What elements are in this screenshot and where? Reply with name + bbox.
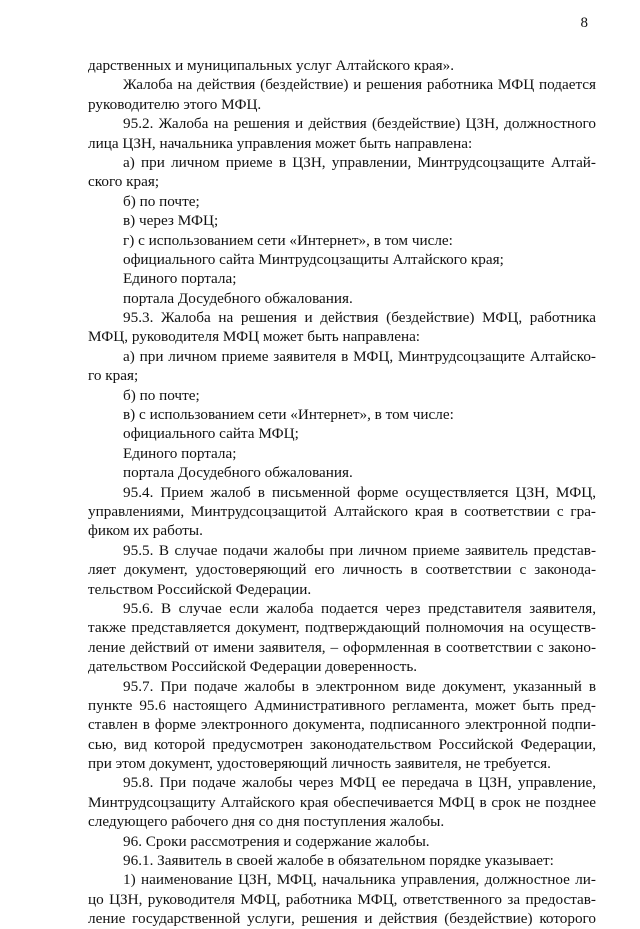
text-line: сью, вид которой предусмотрен законодательством Российской Федерации, xyxy=(88,735,596,753)
text-line: 1) наименование ЦЗН, МФЦ, начальника управления, должностное ли- xyxy=(123,871,596,889)
text-line: 96.1. Заявитель в своей жалобе в обязательном порядке указывает: xyxy=(123,852,554,870)
text-line: также представляется документ, подтверждающий полномочия на осуществ- xyxy=(88,619,596,637)
text-line: б) по почте; xyxy=(123,192,200,210)
text-line: пункте 95.6 настоящего Административного регламента, может быть пред- xyxy=(88,696,596,714)
text-line: Минтрудсоцзащиту Алтайского края обеспечивается МФЦ в срок не позднее xyxy=(88,793,596,811)
text-line: 95.2. Жалоба на решения и действия (бездействие) ЦЗН, должностного xyxy=(123,115,596,133)
text-line: официального сайта Минтрудсоцзащиты Алтайского края; xyxy=(123,250,504,268)
text-line: при этом документ, удостоверяющий личность заявителя, не требуется. xyxy=(88,755,551,773)
text-line: дарственных и муниципальных услуг Алтайского края». xyxy=(88,57,455,74)
text-line: б) по почте; xyxy=(123,386,200,404)
text-line: 95.6. В случае если жалоба подается через представителя заявителя, xyxy=(123,599,596,617)
text-line: 95.4. Прием жалоб в письменной форме осуществляется ЦЗН, МФЦ, xyxy=(123,483,596,501)
text-line: 95.8. При подаче жалобы через МФЦ ее передача в ЦЗН, управление, xyxy=(123,774,596,792)
text-line: 96. Сроки рассмотрения и содержание жалобы. xyxy=(123,832,430,850)
text-line: ление государственной услуги, решения и действия (бездействие) которого xyxy=(88,910,596,928)
text-line: портала Досудебного обжалования. xyxy=(123,464,353,482)
text-line: фиком их работы. xyxy=(88,522,203,540)
text-line: официального сайта МФЦ; xyxy=(123,425,299,443)
text-line: го края; xyxy=(88,367,139,385)
text-line: дательством Российской Федерации доверенность. xyxy=(88,658,418,676)
text-line: цо ЦЗН, руководителя МФЦ, работника МФЦ, ответственного за предостав- xyxy=(88,890,596,908)
text-line: управлениями, Минтрудсоцзащитой Алтайского края в соответствии с гра- xyxy=(88,502,596,520)
text-line: МФЦ, руководителя МФЦ может быть направлена: xyxy=(88,328,421,346)
text-line: следующего рабочего дня со дня поступления жалобы. xyxy=(88,813,445,831)
text-line: ление действий от имени заявителя, – оформленная в соответствии с законо- xyxy=(88,638,596,656)
text-line: ставлен в форме электронного документа, подписанного электронной подпи- xyxy=(88,716,596,734)
page-number: 8 xyxy=(580,15,588,31)
text-line: в) с использованием сети «Интернет», в том числе: xyxy=(123,406,454,424)
text-line: а) при личном приеме заявителя в МФЦ, Минтрудсоцзащите Алтайско- xyxy=(123,347,596,365)
document-body xyxy=(88,56,596,929)
text-line: руководителю этого МФЦ. xyxy=(88,95,262,113)
text-line: Единого портала; xyxy=(123,444,237,462)
text-line: Единого портала; xyxy=(123,270,237,288)
text-line: г) с использованием сети «Интернет», в том числе: xyxy=(123,231,453,249)
text-line: 95.7. При подаче жалобы в электронном виде документ, указанный в xyxy=(123,677,596,695)
text-line: лица ЦЗН, начальника управления может быть направлена: xyxy=(88,134,473,152)
text-line: портала Досудебного обжалования. xyxy=(123,289,353,307)
text-line: ляет документ, удостоверяющий его личность в соответствии с законода- xyxy=(88,561,596,579)
text-line: в) через МФЦ; xyxy=(123,212,219,230)
text-line: ского края; xyxy=(88,173,160,191)
text-line: тельством Российской Федерации. xyxy=(88,580,312,598)
text-line: Жалоба на действия (бездействие) и решения работника МФЦ подается xyxy=(123,76,596,94)
text-line: 95.3. Жалоба на решения и действия (бездействие) МФЦ, работника xyxy=(123,309,596,327)
text-line: 95.5. В случае подачи жалобы при личном приеме заявитель представ- xyxy=(123,541,596,559)
text-line: а) при личном приеме в ЦЗН, управлении, Минтрудсоцзащите Алтай- xyxy=(123,153,596,171)
